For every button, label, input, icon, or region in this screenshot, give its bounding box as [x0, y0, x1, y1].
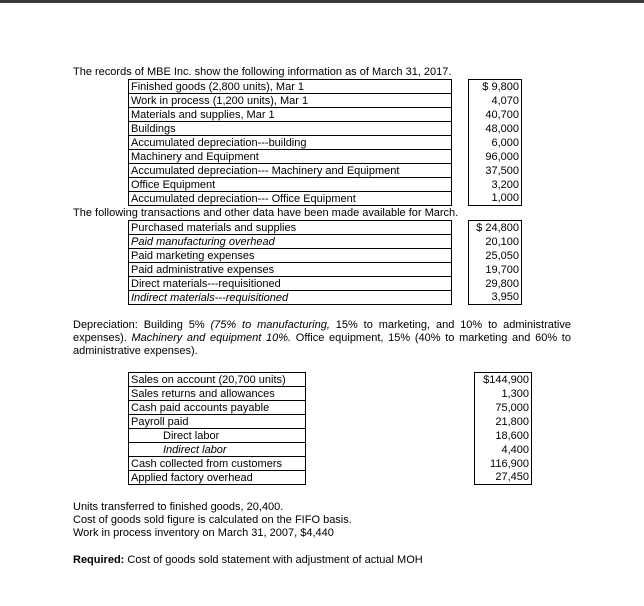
- table-row: Cash collected from customers 116,900: [129, 457, 532, 471]
- table-row: Materials and supplies, Mar 1 40,700: [129, 108, 522, 122]
- table-row: Sales returns and allowances 1,300: [129, 387, 532, 401]
- table-row: Work in process (1,200 units), Mar 1 4,070: [129, 94, 522, 108]
- sales-table: [128, 372, 532, 485]
- records-table: [128, 79, 522, 206]
- table-row: Sales on account (20,700 units) $144,900: [129, 373, 532, 387]
- required-text: Cost of goods sold statement with adjustment of actual MOH: [124, 554, 423, 566]
- table-row: Direct materials---requisitioned 29,800: [129, 277, 522, 291]
- table-row: Accumulated depreciation--- Machinery and Equipment 37,500: [129, 164, 522, 178]
- required-line: [73, 554, 423, 567]
- transactions-table: [128, 220, 522, 305]
- table-row: Accumulated depreciation---building 6,000: [129, 136, 522, 150]
- table-row: Cash paid accounts payable 75,000: [129, 401, 532, 415]
- table-row: Indirect labor 4,400: [129, 443, 532, 457]
- note-cogs-fifo: Cost of goods sold figure is calculated on the FIFO basis.: [73, 514, 352, 526]
- table-row: Direct labor 18,600: [129, 429, 532, 443]
- table-row: Finished goods (2,800 units), Mar 1 $ 9,800: [129, 80, 522, 94]
- note-units-transferred: Units transferred to finished goods, 20,400.: [73, 501, 284, 513]
- top-border: [0, 0, 644, 3]
- table-row: Buildings 48,000: [129, 122, 522, 136]
- intro-text: The records of MBE Inc. show the following information as of March 31, 2017.: [73, 66, 452, 78]
- note-wip-inventory: Work in process inventory on March 31, 2007, $4,440: [73, 527, 334, 539]
- table-row: Paid manufacturing overhead 20,100: [129, 235, 522, 249]
- table-row: Accumulated depreciation--- Office Equipment 1,000: [129, 192, 522, 206]
- table-row: Payroll paid 21,800: [129, 415, 532, 429]
- depreciation-paragraph: Depreciation: Building 5% (75% to manufacturing, 15% to marketing, and 10% to administrative expenses). Machinery and equipment 10%. Office equipment, 15% (40% to marketing and 60% to administrative expenses).: [73, 319, 571, 357]
- table-row: Machinery and Equipment 96,000: [129, 150, 522, 164]
- table-row: Indirect materials---requisitioned 3,950: [129, 291, 522, 305]
- transactions-intro: The following transactions and other data have been made available for March.: [73, 207, 459, 219]
- table-row: Paid marketing expenses 25,050: [129, 249, 522, 263]
- table-row: Applied factory overhead 27,450: [129, 471, 532, 485]
- table-row: Office Equipment 3,200: [129, 178, 522, 192]
- table-row: Paid administrative expenses 19,700: [129, 263, 522, 277]
- table-row: Purchased materials and supplies $ 24,800: [129, 221, 522, 235]
- required-label: Required:: [73, 554, 125, 566]
